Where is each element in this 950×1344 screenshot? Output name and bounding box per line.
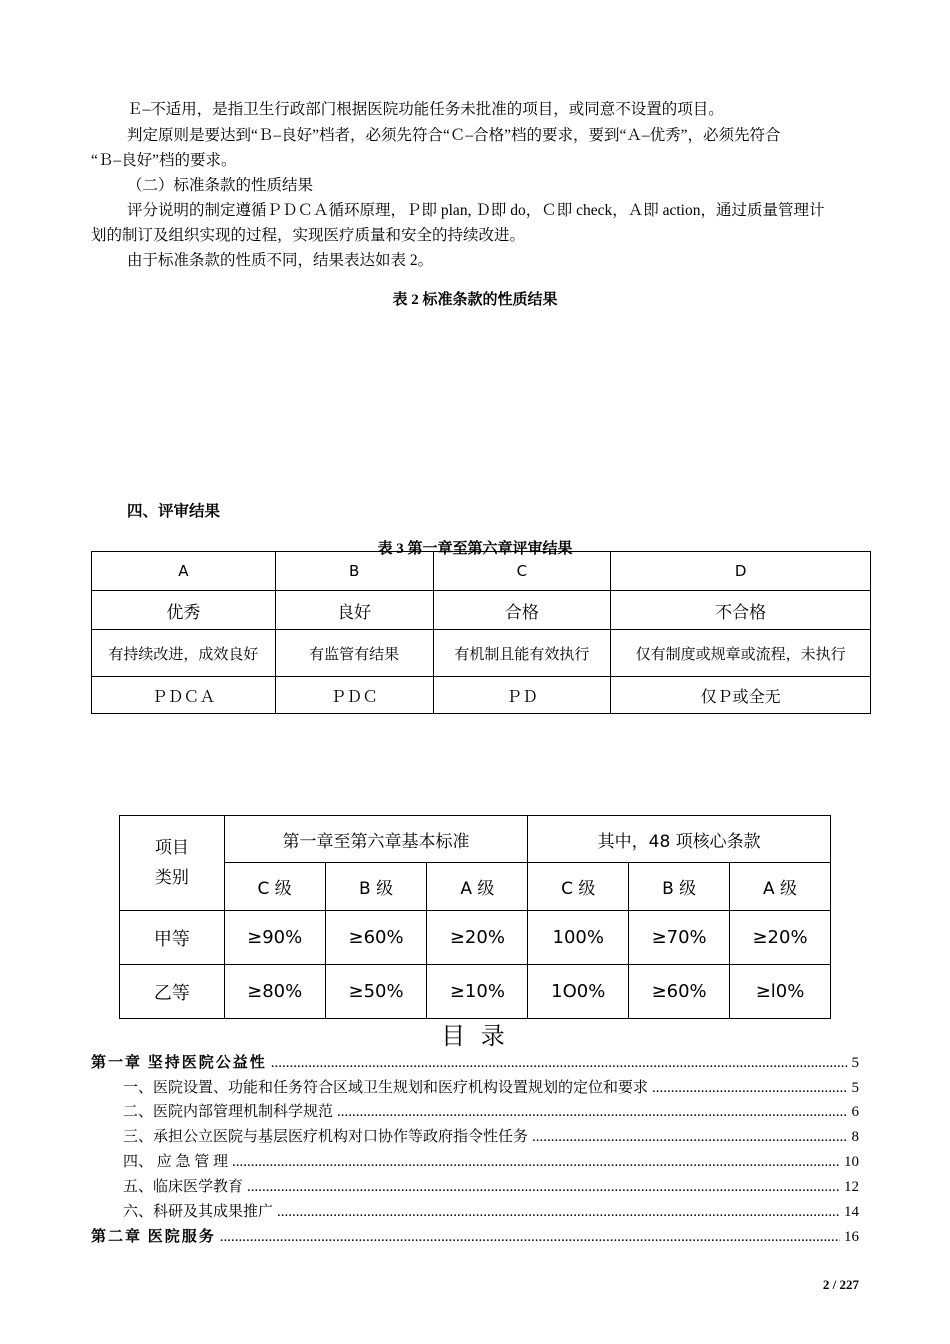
toc-entry-section[interactable] bbox=[123, 1175, 859, 1199]
table-cell: ≥20% bbox=[427, 911, 528, 965]
table-cell: D bbox=[611, 552, 871, 591]
table3-caption: 表 3 第一章至第六章评审结果 bbox=[377, 541, 573, 557]
table-cell: 良好 bbox=[275, 591, 433, 630]
toc-leader-dots bbox=[337, 1104, 847, 1121]
table-cell: 仅有制度或规章或流程，未执行 bbox=[611, 630, 871, 677]
toc-leader-dots bbox=[232, 1154, 840, 1171]
table-cell: 有监管有结果 bbox=[275, 630, 433, 677]
table-cell: ＰＤＣ bbox=[275, 677, 433, 714]
section4-heading: 四、评审结果 bbox=[127, 503, 221, 520]
paragraph-pdca: 评分说明的制定遵循ＰＤＣＡ循环原理，Ｐ即 plan, Ｄ即 do，Ｃ即 check，Ａ即 action，通过质量管理计 bbox=[127, 202, 825, 219]
toc-leader-dots bbox=[532, 1129, 847, 1146]
grade-threshold-table bbox=[119, 815, 831, 1019]
corner-header-line2: 类别 bbox=[154, 868, 189, 888]
toc-entry-label: 一、医院设置、功能和任务符合区域卫生规划和医疗机构设置规划的定位和要求 bbox=[123, 1080, 649, 1096]
toc-entry-section[interactable] bbox=[123, 1200, 859, 1224]
row-label: 乙等 bbox=[120, 965, 225, 1019]
level-header: A 级 bbox=[730, 863, 831, 911]
toc-entry-label: 第二章 医院服务 bbox=[91, 1229, 216, 1245]
table-cell: ＰＤＣＡ bbox=[92, 677, 276, 714]
paragraph-judgment-principle-cont: “Ｂ–良好”档的要求。 bbox=[91, 152, 237, 169]
table-cell: ≥60% bbox=[325, 911, 427, 965]
table-row bbox=[120, 911, 831, 965]
table-row bbox=[92, 552, 871, 591]
toc-entry-page: 5 bbox=[851, 1055, 859, 1071]
toc-entry-page: 16 bbox=[844, 1229, 859, 1245]
table-cell: ≥l0% bbox=[730, 965, 831, 1019]
level-header: B 级 bbox=[629, 863, 730, 911]
table2-caption: 表 2 标准条款的性质结果 bbox=[392, 292, 558, 308]
toc-entry-chapter-1[interactable] bbox=[91, 1051, 859, 1075]
toc-entry-page: 8 bbox=[851, 1129, 859, 1145]
table-cell: ≥10% bbox=[427, 965, 528, 1019]
toc-leader-dots bbox=[247, 1179, 840, 1196]
toc-entry-page: 10 bbox=[844, 1154, 859, 1170]
toc-entry-section[interactable] bbox=[123, 1150, 859, 1174]
level-header: C 级 bbox=[224, 863, 325, 911]
row-label: 甲等 bbox=[120, 911, 225, 965]
core-clause-header: 其中，48 项核心条款 bbox=[528, 816, 831, 863]
table-header-row bbox=[120, 816, 831, 863]
toc-entry-label: 五、临床医学教育 bbox=[123, 1179, 244, 1195]
table-cell: 合格 bbox=[433, 591, 611, 630]
toc-entry-chapter-2[interactable] bbox=[91, 1225, 859, 1249]
corner-header bbox=[120, 816, 225, 911]
table-cell: 仅Ｐ或全无 bbox=[611, 677, 871, 714]
table-cell: B bbox=[275, 552, 433, 591]
paragraph-judgment-principle: 判定原则是要达到“Ｂ–良好”档者，必须先符合“Ｃ–合格”档的要求，要到“Ａ–优秀”，必须先符合 bbox=[127, 127, 781, 144]
toc-leader-dots bbox=[220, 1229, 840, 1246]
table-cell: 有持续改进，成效良好 bbox=[92, 630, 276, 677]
toc-entry-section[interactable] bbox=[123, 1076, 859, 1100]
paragraph-pdca-cont: 划的制订及组织实现的过程，实现医疗质量和安全的持续改进。 bbox=[91, 227, 526, 244]
table-row bbox=[92, 677, 871, 714]
toc-entry-label: 六、科研及其成果推广 bbox=[123, 1204, 274, 1220]
page-number: 2 / 227 bbox=[822, 1277, 859, 1292]
table-cell: ≥50% bbox=[325, 965, 427, 1019]
toc-entry-page: 14 bbox=[844, 1204, 859, 1220]
paragraph-table2-ref: 由于标准条款的性质不同，结果表达如表 2。 bbox=[127, 252, 434, 269]
table-cell: ≥70% bbox=[629, 911, 730, 965]
table-cell: 优秀 bbox=[92, 591, 276, 630]
toc-leader-dots bbox=[271, 1055, 848, 1072]
table-cell: C bbox=[433, 552, 611, 591]
toc-entry-section[interactable] bbox=[123, 1100, 859, 1124]
table-cell: 100% bbox=[528, 911, 629, 965]
table-cell: ≥60% bbox=[629, 965, 730, 1019]
table-cell: ≥90% bbox=[224, 911, 325, 965]
level-header: A 级 bbox=[427, 863, 528, 911]
level-header: C 级 bbox=[528, 863, 629, 911]
table-row bbox=[92, 591, 871, 630]
toc-entry-page: 5 bbox=[851, 1080, 859, 1096]
table-row bbox=[120, 965, 831, 1019]
toc-entry-section[interactable] bbox=[123, 1125, 859, 1149]
subheading-standard-nature: （二）标准条款的性质结果 bbox=[127, 177, 314, 194]
toc-entry-label: 四、 应 急 管 理 bbox=[123, 1154, 229, 1170]
toc-leader-dots bbox=[277, 1204, 840, 1221]
basic-standard-header: 第一章至第六章基本标准 bbox=[224, 816, 528, 863]
table-cell: ＰＤ bbox=[433, 677, 611, 714]
toc-entry-page: 6 bbox=[851, 1104, 859, 1120]
table-header-row bbox=[120, 863, 831, 911]
toc-title: 目 录 bbox=[441, 1022, 509, 1050]
table-cell: 有机制且能有效执行 bbox=[433, 630, 611, 677]
table-cell: A bbox=[92, 552, 276, 591]
table-cell: ≥20% bbox=[730, 911, 831, 965]
toc-leader-dots bbox=[652, 1080, 847, 1097]
toc-entry-page: 12 bbox=[844, 1179, 859, 1195]
table-cell: 不合格 bbox=[611, 591, 871, 630]
corner-header-line1: 项目 bbox=[154, 838, 189, 858]
level-header: B 级 bbox=[325, 863, 427, 911]
toc-entry-label: 三、承担公立医院与基层医疗机构对口协作等政府指令性任务 bbox=[123, 1129, 529, 1145]
toc-entry-label: 二、医院内部管理机制科学规范 bbox=[123, 1104, 334, 1120]
table-row bbox=[92, 630, 871, 677]
paragraph-e-not-applicable: Ｅ–不适用，是指卫生行政部门根据医院功能任务未批准的项目，或同意不设置的项目。 bbox=[127, 101, 724, 118]
table-cell: ≥80% bbox=[224, 965, 325, 1019]
table-cell: 1O0% bbox=[528, 965, 629, 1019]
review-result-table bbox=[91, 551, 871, 714]
toc-entry-label: 第一章 坚持医院公益性 bbox=[91, 1055, 267, 1071]
